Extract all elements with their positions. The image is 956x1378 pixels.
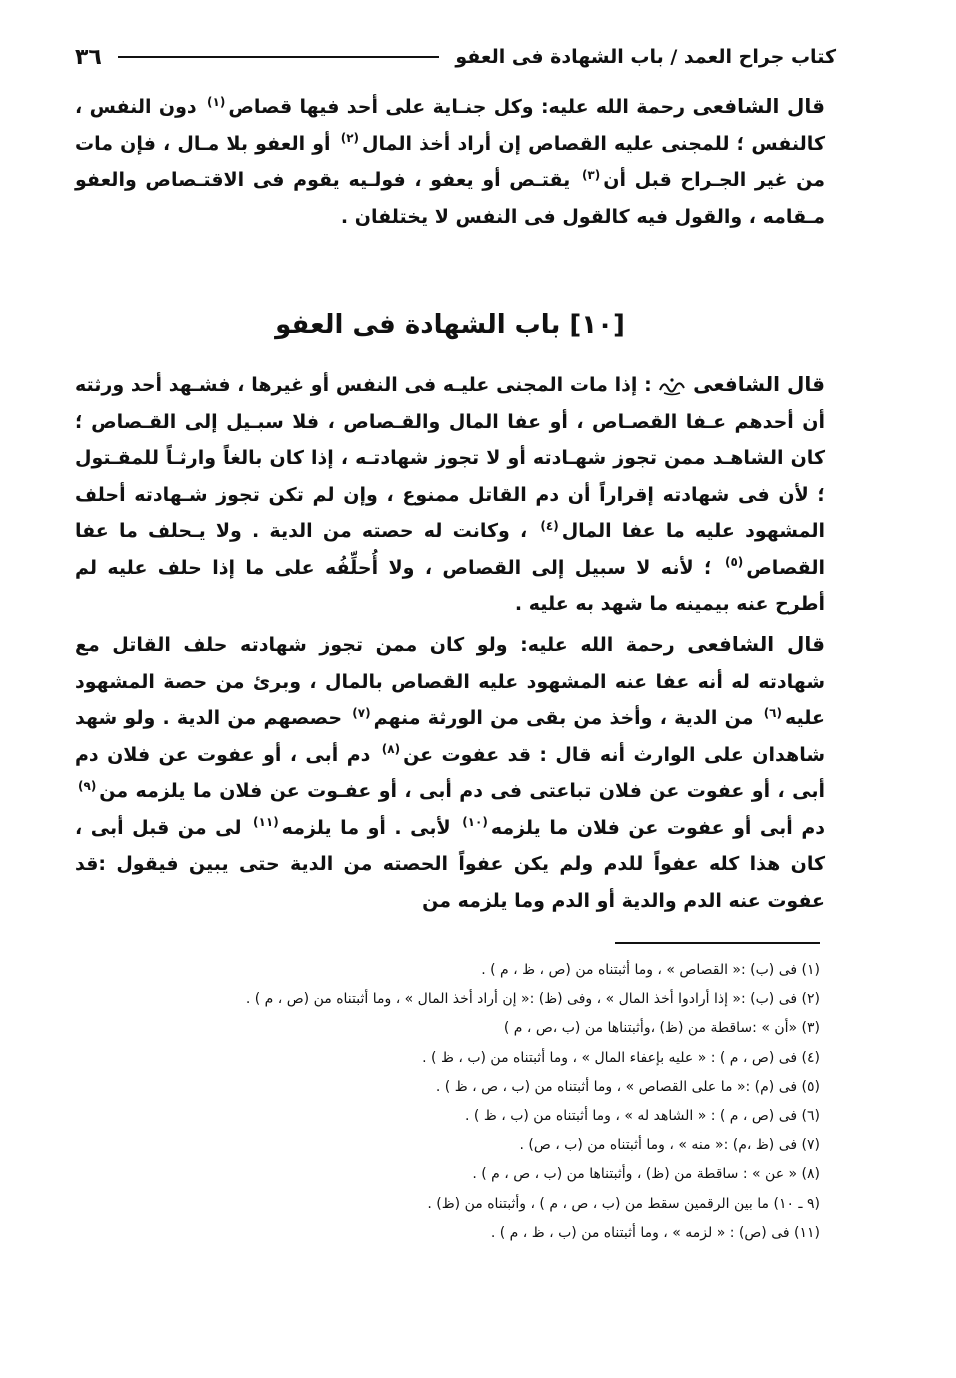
paragraph-text: لى من قبل أبى ، كان هذا كله عفواً للدم ولم يكن عفواً الحصته من الدية حتى يبين فيقول :قد عفوت عنه الدم والدية أو الدم وما يلزمه من <box>75 816 825 912</box>
paragraph-text: دم أبى أو عفوت عن فلان ما يلزمه <box>490 816 825 839</box>
footnotes-list <box>75 956 820 1248</box>
footnote-ref: (٨) <box>381 742 401 757</box>
footnote-ref: (٧) <box>352 705 371 720</box>
footnote: (١١) فى (ص) : « لزمه » ، وما أثبتناه من (ب ، ظ ، م ) . <box>490 1224 820 1241</box>
header-rule <box>118 56 439 58</box>
paragraph-text: رحمة الله عليه: ولو كان ممن تجوز شهادته حلف القاتل مع شهادته له أنه عفا عنه المشهود عليه القصاص بالمال ، وبرئ من حصة المشهود عليه <box>75 634 825 729</box>
footnote: (٨) « عن » : ساقطة من (ظ) ، وأثبتناها من (ب ، ص ، م ) . <box>472 1166 820 1183</box>
footnote-ref: (٩) <box>78 778 97 793</box>
paragraph-3 <box>75 626 855 919</box>
footnote-ref: (٣) <box>581 167 601 182</box>
paragraph-text: يقتـص أو يعفو ، فولـيه يقوم فى الاقتـصاص والعفو مـقامه ، والقول فيه كالقول فى النفس لا يختلفان . <box>75 169 825 228</box>
paragraph-text: : إذا مات المجنى عليـه فى النفس أو غيرها ، فشـهد أحد ورثته أن أحدهم عـفا القصـاص ، أو عفا المال والقـصاص ، فلا سبـيل إلى القـصاص ؛ كان الشاهـد ممن تجوز شهـادته أو لا تجوز شهادتـه ، إذا كان بالغاً وارثـاً للمقـتول ؛ لأن فى شهادته إقراراً أن دم القاتل ممنوع ، وإن لم تكن تجوز شـهادته أحلف المشهود عليه ما عفا المال <box>75 374 825 542</box>
paragraph-text: دون النفس ، كالنفس ؛ للمجنى عليه القصاص إن أراد أخذ المال <box>75 96 825 155</box>
paragraph-text: من الدية ، وأخذ من بقى من الورثة منهم <box>373 707 761 729</box>
footnote: (٢) فى (ب) :« إذا أرادوا أخذ المال » ، وفى (ظ) :« إن أراد أخذ المال » ، وما أثبتناه من (ص ، م ) . <box>245 991 820 1008</box>
footnote: (٥) فى (م) :« ما على القصاص » ، وما أثبتناه من (ب ، ص ، ظ ) . <box>435 1078 820 1095</box>
section-heading: [١٠] باب الشهادة فى العفو <box>275 310 625 340</box>
header-title: كتاب جراح العمد / باب الشهادة فى العفو <box>455 46 836 68</box>
footnote: (٣) «أن » :ساقطة من (ظ) ،وأثبتناها من (ب ،ص ، م ) <box>503 1020 820 1037</box>
footnote-ref: (١٠) <box>462 815 488 830</box>
paragraph-text: حصصهم من الدية . ولو شهد شاهدان على الوارث أنه قال : قد عفوت عن <box>75 707 826 766</box>
paragraph-text: ، وكانت له حصته من الدية . ولا يـحلف ما عفا القصاص <box>75 520 825 579</box>
footnote-ref: (١) <box>207 94 226 109</box>
paragraph-text: دم أبى ، أو عفوت عن فلان دم أبى ، أو عفوت عن فلان تباعتى فى دم أبى ، أو عفـوت عن فلان ما يلزمه من <box>75 743 825 802</box>
footnote-ref: (٤) <box>540 518 559 533</box>
footnote-separator <box>615 942 820 944</box>
footnote-ref: (٦) <box>763 705 782 720</box>
footnote: (١) فى (ب) :« القصاص » ، وما أثبتناه من (ص ، ظ ، م ) . <box>481 962 820 978</box>
footnote: (٤) فى (ص ، م ) : « عليه بإعفاء المال » ، وما أثبتناه من (ب ، ظ ) . <box>422 1049 820 1066</box>
speaker: قال الشافعى <box>687 632 825 656</box>
speaker: قال الشافعى <box>692 94 825 118</box>
footnote: (٧) فى (ظ ،م) :« منه » ، وما أثبتناه من (ب ، ص) . <box>519 1137 820 1154</box>
speaker: قال الشافعى <box>693 372 825 396</box>
footnote-ref: (٥) <box>724 555 744 570</box>
paragraph-text: أو العفو بلا مـال ، فإن مات من غير الجـراح قبل أن <box>75 132 825 191</box>
honorific-ligature-icon <box>658 376 686 396</box>
paragraph-text: لأبى . أو ما يلزمه <box>281 816 460 839</box>
footnote-ref: (٢) <box>340 131 359 146</box>
page-number: ٣٦ <box>75 44 102 70</box>
footnote-ref: (١١) <box>253 815 279 830</box>
footnote: (٦) فى (ص ، م ) : « الشاهد له » ، وما أثبتناه من (ب ، ظ ) . <box>465 1108 820 1125</box>
footnote: (٩ ـ ١٠) ما بين الرقمين سقط من (ب ، ص ، م ) ، وأثبتناه من (ظ) . <box>427 1195 820 1212</box>
paragraph-text: رحمة الله عليه: وكل جنـاية على أحد فيها قصاص <box>228 96 693 118</box>
paragraph-2 <box>75 366 855 623</box>
paragraph-text: ؛ لأنه لا سبيل إلى القصاص ، ولا أُحلِّفُه على ما إذا حلف عليه لم أطرح عنه بيمينه ما شهد به عليه . <box>75 556 825 615</box>
paragraph-1 <box>75 88 855 235</box>
running-header <box>75 40 836 74</box>
